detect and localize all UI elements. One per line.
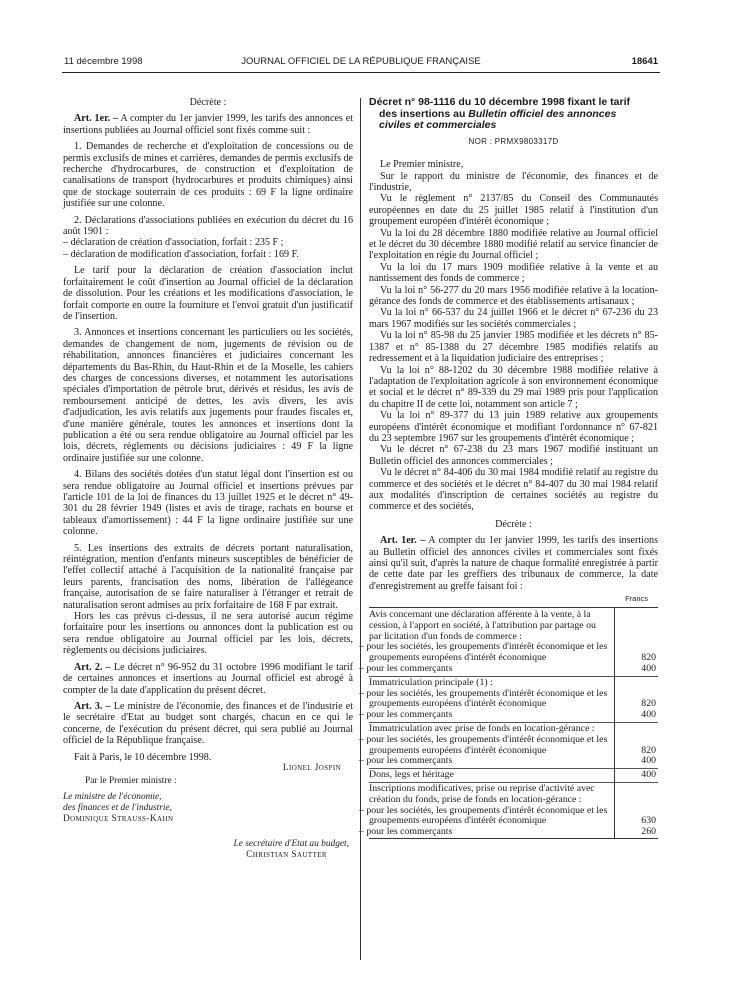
tariff-item-2-creation: – déclaration de création d'association, forfait : 235 F ;: [63, 237, 284, 249]
tariff-section: [359, 609, 658, 675]
tariff-section-label: Immatriculation avec prise de fonds en location-gérance :: [369, 722, 595, 734]
visa-paragraph: Vu la loi n° 88-1202 du 30 décembre 1988 modifiée relative à l'adaptation de l'exploitation agricole à son environnement économique et social et le décret n° 89-339 du 29 mai 1989 pris pour l'application du chapitre II de cette loi, notamment son article 7 ;: [369, 364, 658, 410]
minister-title-line-1: Le ministre de l'économie,: [63, 791, 162, 802]
right-article-1-text: A compter du 1er janvier 1999, les tarifs des insertions au Bulletin officiel des annonces civiles et commerciales sont fixés ainsi qu'il suit, d'après la nature de chaque formalité enregistrée à partir de cette date par les greffiers des tribunaux de commerce, la date d'enregistrement au greffe faisant foi :: [369, 535, 659, 592]
visa-paragraph: Vu la loi n° 85-98 du 25 janvier 1985 modifiée et les décrets n° 85-1387 et n° 85-1388 du 27 décembre 1985 modifiés relatifs au redressement et à la liquidation judiciaire des entreprises ;: [369, 330, 658, 365]
tariff-item-3: 3. Annonces et insertions concernant les particuliers ou les sociétés, demandes de changement de nom, jugements de révision ou de réhabilitation, annonces financières et judiciaires concernant les départements du Bas-Rhin, du Haut-Rhin et de la Moselle, les cahiers des charges de concessions diverses, et notamment les autorisations spéciales d'importation de pétrole brut, dérivés et résidus, les avis de remboursement anticipé de dettes, les avis divers, les avis d'adjudication, les avis relatifs aux jugements pour fraudes fiscales et, d'une manière générale, toutes les annonces et insertions dont la publication a été ou sera rendue obligatoire au Journal officiel par les lois, décrets, règlements ou décisions judiciaires : 49 F la ligne ordinaire justifiée sur une colonne.: [63, 327, 353, 464]
left-article-1: [63, 113, 353, 136]
secretary-title: Le secrétaire d'Etat au budget,: [233, 838, 349, 849]
tariff-section-head: [369, 784, 658, 806]
tariff-row: [359, 687, 658, 711]
visa-paragraph: Vu le règlement n° 2137/85 du Conseil des Communautés européennes en date du 25 juillet 1985 relatif à l'institution d'un groupement européen d'intérêt économique ;: [369, 193, 658, 228]
minister-name: Dominique Strauss-Kahn: [63, 813, 174, 824]
tariff-row-label: – pour les commerçants: [359, 663, 453, 674]
running-header: [64, 56, 658, 72]
header-date: 11 décembre 1998: [64, 56, 143, 67]
header-rule: [62, 72, 660, 73]
decree-title-line-2a: des insertions au: [379, 107, 469, 120]
left-article-3-lead: Art. 3. –: [74, 700, 111, 712]
left-article-1-text: A compter du 1er janvier 1999, les tarifs des annonces et insertions publiées au Journal officiel sont fixés comme suit :: [63, 113, 353, 136]
tariff-section-head: [369, 770, 658, 781]
header-journal-title: JOURNAL OFFICIEL DE LA RÉPUBLIQUE FRANÇAISE: [241, 56, 481, 67]
tariff-item-2-note: Le tarif pour la déclaration de création d'association inclut forfaitairement le coût d'insertion au Journal officiel de la déclaration de dissolution. Pour les créations et les modifications d'association, le forfait comporte en outre la fourniture et l'envoi gratuit d'un justificatif de l'insertion.: [63, 265, 353, 322]
left-article-3: [63, 701, 353, 747]
tariff-section-head: [369, 610, 658, 642]
tariff-section: [359, 676, 658, 721]
tariff-row-label: – pour les sociétés, les groupements d'intérêt économique et les groupements européens d'intérêt économique: [359, 733, 608, 756]
tariff-table: [359, 594, 658, 839]
tariff-section-label: Dons, legs et héritage: [369, 769, 454, 781]
tariff-item-2-modification: – déclaration de modification d'association, forfait : 169 F.: [63, 248, 299, 260]
tariff-section-head: [369, 678, 658, 689]
tariff-row: [359, 826, 658, 838]
tariff-amount: 260: [641, 826, 656, 838]
signature-par-pm: Par le Premier ministre :: [85, 775, 177, 786]
tariff-item-5: 5. Les insertions des extraits de décrets portant naturalisation, réintégration, mention d'enfants mineurs susceptibles de bénéficier de l'effet collectif attaché à l'acquisition de la nationalité française par leurs parents, francisation des noms, libération de l'allégeance française, autorisation de se faire naturaliser à l'étranger et retrait de naturalisation seront admises au prix forfaitaire de 168 F par extrait.: [63, 542, 353, 611]
right-column: [359, 96, 659, 839]
decree-title-line-3: civiles et commerciales: [379, 119, 497, 132]
left-article-2-text: Le décret n° 96-952 du 31 octobre 1996 modifiant le tarif de certaines annonces et insertions au Journal officiel est abrogé à compter de la date d'application du présent décret.: [63, 661, 353, 696]
tariff-row: [359, 641, 658, 664]
left-decrete-heading: Décrète :: [189, 97, 227, 108]
header-page-number: 18641: [631, 56, 658, 67]
tariff-item-4: 4. Bilans des sociétés dotées d'un statut légal dont l'insertion est ou sera rendue obligatoire au Journal officiel et insertions prévues par l'article 101 de la loi de finances du 13 juillet 1925 et le décret n° 49-301 du 28 février 1949 (listes et avis de tirage, rachats en bourse et tableaux d'amortissement) : 44 F la ligne ordinaire justifiée sur une colonne.: [63, 469, 353, 538]
left-article-1-lead: Art. 1er. –: [74, 113, 119, 125]
right-article-1-lead: Art. 1er. –: [380, 535, 426, 547]
tariff-section-label: Immatriculation principale (1) :: [369, 676, 493, 688]
left-article-2: [63, 662, 353, 696]
visa-paragraph: Vu la loi n° 89-377 du 13 juin 1989 relative aux groupements européens d'intérêt économique et modifiant l'ordonnance n° 67-821 du 23 septembre 1967 sur les groupements d'intérêt économique ;: [369, 410, 658, 444]
left-article-2-lead: Art. 2. –: [74, 661, 111, 673]
tariff-amount: 820: [641, 744, 656, 756]
right-decrete-heading: Décrète :: [495, 518, 532, 530]
tariff-section: [359, 782, 658, 838]
tariff-row: [359, 733, 658, 757]
tariff-amount: 820: [641, 698, 656, 710]
tariff-unit-label: Francs: [625, 594, 648, 604]
right-article-1: [369, 535, 658, 592]
nor-reference: NOR : PRMX9803317D: [468, 136, 559, 146]
decree-title-line-2b: Bulletin officiel des annonces: [468, 107, 617, 120]
visa-paragraph: Vu la loi n° 66-537 du 24 juillet 1966 et le décret n° 67-236 du 23 mars 1967 modifiés sur les sociétés commerciales ;: [369, 307, 658, 330]
tariff-row-label: – pour les commerçants: [359, 709, 453, 721]
visa-paragraph: Vu le décret n° 84-406 du 30 mai 1984 modifié relatif au registre du commerce et des sociétés et le décret n° 84-407 du 30 mai 1984 relatif aux modalités d'inscription de certaines sociétés au registre du commerce et des sociétés,: [369, 467, 658, 513]
signature-secretary-block: [63, 839, 353, 861]
visa-paragraph: Vu la loi du 17 mars 1909 modifiée relative à la vente et au nantissement des fonds de commerce ;: [369, 261, 658, 285]
signature-prime-minister: [63, 763, 353, 774]
tariff-row-label: – pour les commerçants: [359, 826, 453, 838]
secretary-name: Christian Sautter: [246, 849, 327, 860]
tariff-amount: 820: [641, 652, 656, 664]
tariff-row-label: – pour les commerçants: [359, 755, 453, 767]
tariff-row: [359, 804, 658, 828]
tariff-amount: 630: [641, 815, 656, 827]
tariff-section: [359, 722, 658, 767]
tariff-item-2: 2. Déclarations d'associations publiées en exécution du décret du 16 août 1901 :: [63, 214, 353, 238]
tariff-section: [369, 768, 658, 781]
signer-prime-minister-name: Lionel Jospin: [282, 762, 341, 773]
tariff-amount: 400: [641, 663, 656, 674]
decree-intro: Le Premier ministre,: [380, 159, 464, 171]
signature-minister-block: [63, 792, 353, 825]
visa-paragraph: Vu le décret n° 67-238 du 23 mars 1967 modifié instituant un Bulletin officiel des annonces commerciales ;: [369, 444, 658, 467]
visa-paragraph: Sur le rapport du ministre de l'économie, des finances et de l'industrie,: [369, 170, 658, 193]
tariff-row: [359, 709, 658, 721]
tariff-amount: 400: [641, 709, 656, 721]
tariff-row: [359, 663, 658, 675]
tariff-amount: 400: [641, 769, 656, 781]
decree-title-line-1: Décret n° 98-1116 du 10 décembre 1998 fixant le tarif: [369, 96, 630, 108]
tariff-item-1: 1. Demandes de recherche et d'exploitation de concessions ou de permis exclusifs de mines et carrières, demandes de permis exclusifs de recherche d'hydrocarbures, de construction et d'exploitation de canalisations de transport (hydrocarbures et produits chimiques) ainsi que de stockage souterrain de ces produits : 69 F la ligne ordinaire justifiée sur une colonne.: [63, 141, 353, 210]
left-article-3-text: Le ministre de l'économie, des finances et de l'industrie et le secrétaire d'Etat au budget sont chargés, chacun en ce qui le concerne, de l'exécution du présent décret, qui sera publié au Journal officiel de la République française.: [63, 700, 353, 747]
signature-date: Fait à Paris, le 10 décembre 1998.: [74, 751, 212, 763]
visa-paragraph: Vu la loi du 28 décembre 1880 modifiée relative au Journal officiel et le décret du 30 décembre 1880 modifié relatif au service financier de l'exploitation en régie du Journal officiel ;: [369, 227, 658, 262]
tariff-item-5-note: Hors les cas prévus ci-dessus, il ne sera autorisé aucun régime forfaitaire pour les insertions ou annonces dont la publication est ou sera rendue obligatoire au Journal officiel par les lois, décrets, règlements ou décisions judiciaires.: [63, 611, 353, 657]
decree-title: [369, 97, 658, 132]
tariff-row-label: – pour les sociétés, les groupements d'intérêt économique et les groupements européens d'intérêt économique: [359, 804, 608, 827]
tariff-row: [359, 755, 658, 767]
left-column: [63, 97, 353, 861]
tariff-amount: 400: [641, 755, 656, 767]
tariff-section-label: Avis concernant une déclaration afférente à la vente, à la cession, à l'apport en société, à l'attribution par partage ou par licitation d'un fonds de commerce :: [369, 609, 596, 642]
tariff-row-label: – pour les sociétés, les groupements d'intérêt économique et les groupements européens d'intérêt économique: [359, 687, 608, 710]
visa-paragraph: Vu la loi n° 56-277 du 20 mars 1956 modifiée relative à la location-gérance des fonds de commerce et des établissements artisanaux ;: [369, 284, 658, 308]
tariff-section-label: Inscriptions modificatives, prise ou reprise d'activité avec création du fonds, prise de fonds en location-gérance :: [369, 782, 595, 805]
visa-list: [369, 171, 658, 513]
tariff-table-body: [359, 607, 658, 839]
tariff-row-label: – pour les sociétés, les groupements d'intérêt économique et les groupements européens d'intérêt économique: [359, 641, 608, 664]
minister-title-line-2: des finances et de l'industrie,: [63, 802, 173, 813]
